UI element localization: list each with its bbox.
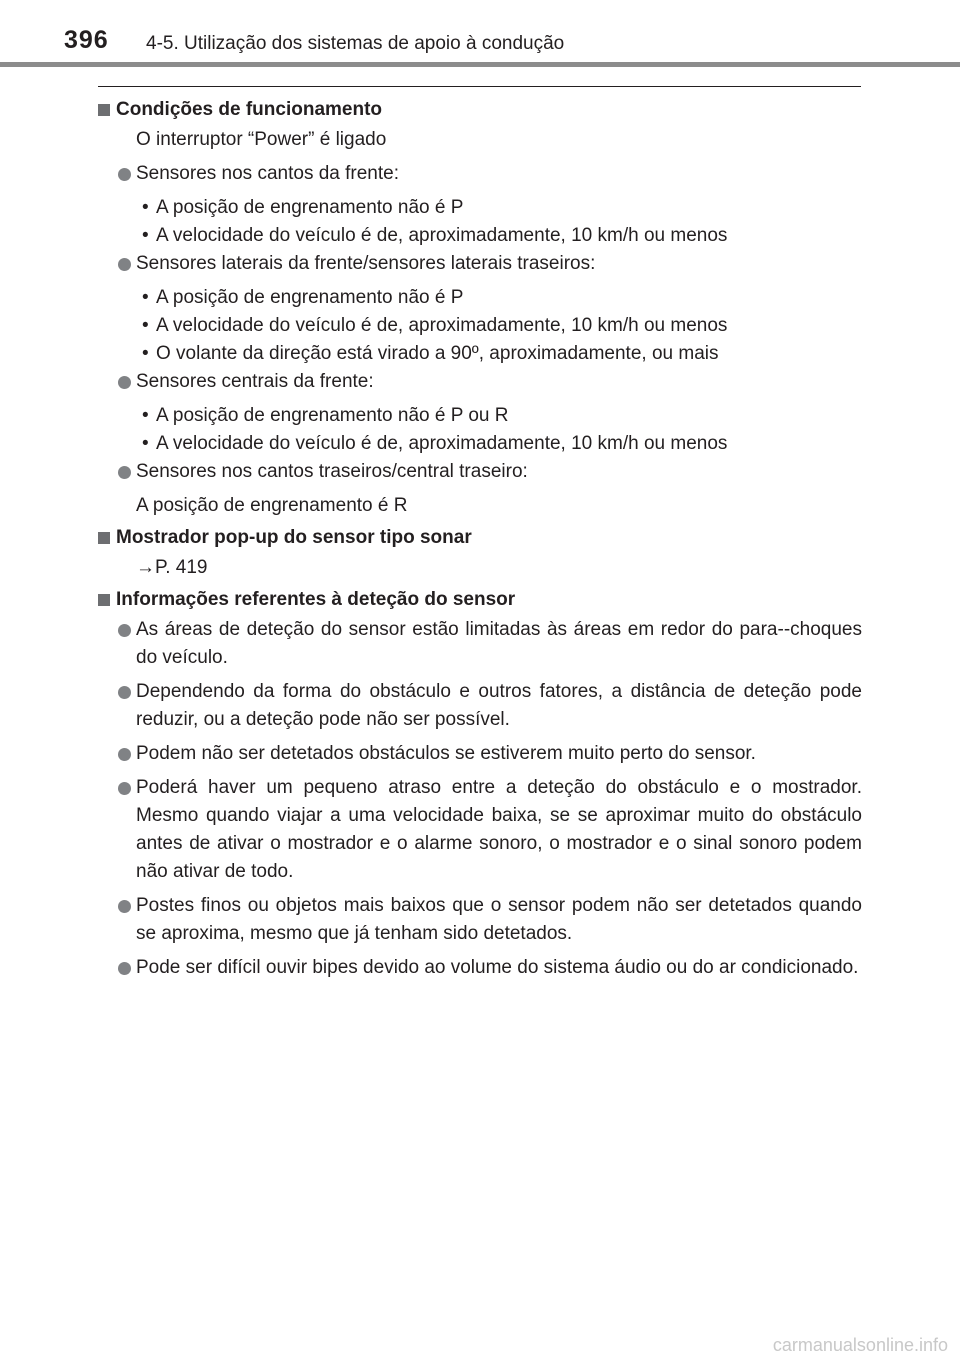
page-content (98, 94, 862, 982)
square-bullet-icon (98, 594, 110, 606)
list-item: Poderá haver um pequeno atraso entre a deteção do obstáculo e o mostrador. Mesmo quando viajar a uma velocidade baixa, se se aproximar muito do obstáculo antes de ativar o mostrador e o alarme sonoro, o mostrador e o sinal sonoro podem não ativar de todo. (98, 774, 862, 886)
round-bullet-icon (118, 748, 131, 761)
list-item: Sensores laterais da frente/sensores laterais traseiros: (98, 250, 862, 278)
list-item: Sensores centrais da frente: (98, 368, 862, 396)
sub-list-item: • A velocidade do veículo é de, aproximadamente, 10 km/h ou menos (142, 433, 728, 454)
round-bullet-icon (118, 168, 131, 181)
round-bullet-icon (118, 900, 131, 913)
sub-list (98, 194, 862, 250)
list-item: Sensores nos cantos traseiros/central traseiro: (98, 458, 862, 486)
page-header-title: 4-5. Utilização dos sistemas de apoio à condução (146, 33, 565, 54)
list-item: Pode ser difícil ouvir bipes devido ao volume do sistema áudio ou do ar condicionado. (98, 954, 862, 982)
square-bullet-icon (98, 532, 110, 544)
power-switch-condition: O interruptor “Power” é ligado (136, 129, 387, 150)
round-bullet-icon (118, 258, 131, 271)
sub-list (98, 284, 862, 368)
header-rule (0, 62, 960, 67)
square-bullet-icon (98, 104, 110, 116)
round-bullet-icon (118, 686, 131, 699)
page-number: 396 (64, 26, 109, 54)
round-bullet-icon (118, 376, 131, 389)
watermark: carmanualsonline.info (772, 1335, 948, 1355)
round-bullet-icon (118, 782, 131, 795)
list-item: Sensores nos cantos da frente: (98, 160, 862, 188)
sub-list-item: • A posição de engrenamento não é P ou R (142, 405, 509, 426)
round-bullet-icon (118, 962, 131, 975)
round-bullet-icon (118, 624, 131, 637)
page-reference-link[interactable]: →P. 419 (136, 557, 208, 578)
sub-list-item: • A posição de engrenamento não é P (142, 287, 464, 308)
sub-list-item: • A velocidade do veículo é de, aproximadamente, 10 km/h ou menos (142, 315, 728, 336)
section-heading-operating-conditions: Condições de funcionamento (98, 96, 862, 124)
list-item: Dependendo da forma do obstáculo e outros fatores, a distância de deteção pode reduzir, ou a deteção pode não ser possível. (98, 678, 862, 734)
sub-list-item: • A velocidade do veículo é de, aproximadamente, 10 km/h ou menos (142, 225, 728, 246)
section-heading-detection-info: Informações referentes à deteção do sensor (98, 586, 862, 614)
list-item: As áreas de deteção do sensor estão limitadas às áreas em redor do para--choques do veículo. (98, 616, 862, 672)
section-heading-popup-display: Mostrador pop-up do sensor tipo sonar (98, 524, 862, 552)
section-rule (98, 86, 861, 87)
sub-list-item: • A posição de engrenamento não é P (142, 197, 464, 218)
list-item: Postes finos ou objetos mais baixos que o sensor podem não ser detetados quando se aproxima, mesmo que já tenham sido detetados. (98, 892, 862, 948)
list-item: Podem não ser detetados obstáculos se estiverem muito perto do sensor. (98, 740, 862, 768)
round-bullet-icon (118, 466, 131, 479)
sub-list-item: • O volante da direção está virado a 90º, aproximadamente, ou mais (142, 343, 719, 364)
rear-sensor-condition: A posição de engrenamento é R (136, 495, 408, 516)
sub-list (98, 402, 862, 458)
